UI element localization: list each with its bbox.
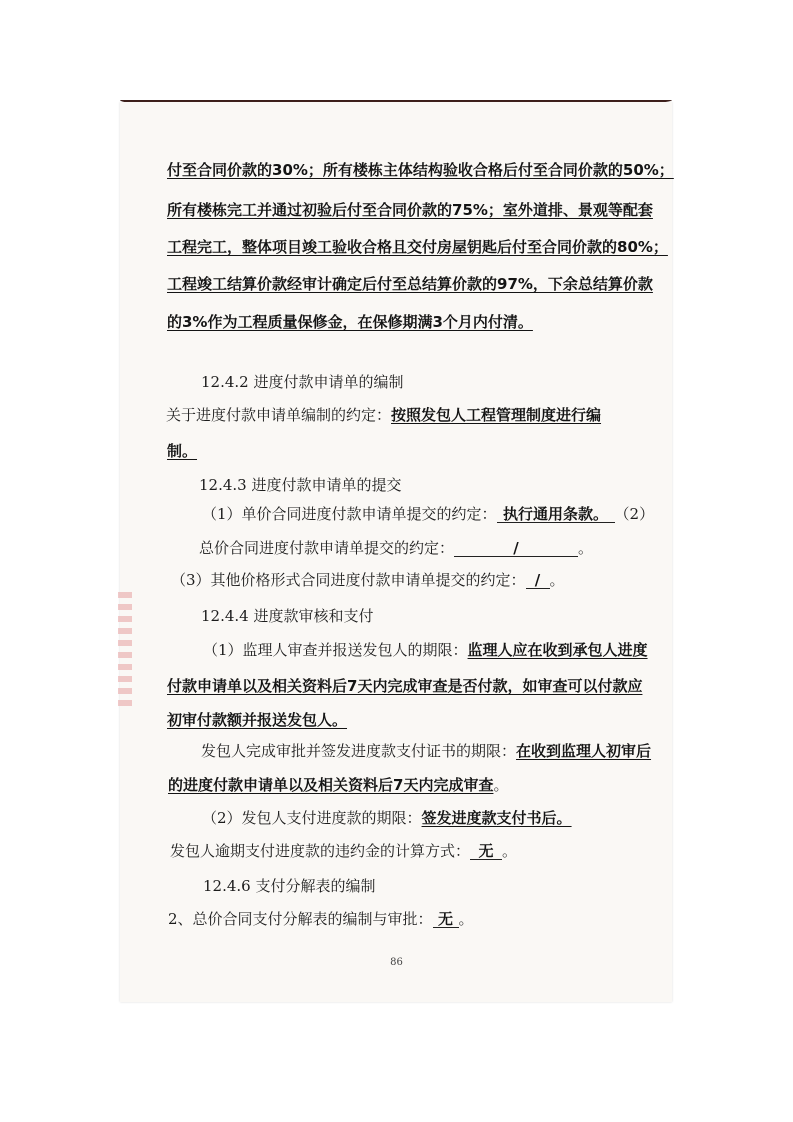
field-row: [170, 841, 517, 861]
section-heading-12-4-3: 12.4.3 进度付款申请单的提交: [199, 476, 402, 494]
field-row: [201, 741, 651, 761]
handwritten-value: 在收到监理人初审后: [516, 742, 652, 760]
field-row: [199, 538, 593, 558]
handwritten-value: 的进度付款申请单以及相关资料后7天内完成审查: [168, 776, 494, 794]
section-heading-12-4-4: 12.4.4 进度款审核和支付: [201, 607, 374, 625]
continuation-line-5: [167, 312, 533, 332]
field-label: 关于进度付款申请单编制的约定：: [166, 406, 392, 424]
field-label: （2）发包人支付进度款的期限：: [202, 809, 422, 827]
period: 。: [493, 776, 509, 794]
handwritten-value: 执行通用条款。: [503, 505, 609, 523]
field-label: 发包人完成审批并签发进度款支付证书的期限：: [201, 742, 517, 760]
section-heading-12-4-2: 12.4.2 进度付款申请单的编制: [201, 373, 404, 391]
field-row-continuation: [168, 775, 508, 795]
continuation-line-2: [167, 200, 653, 220]
field-label: （3）其他价格形式合同进度付款申请单提交的约定：: [171, 571, 526, 589]
handwritten-value: /: [534, 571, 541, 589]
section-heading-12-4-6: 12.4.6 支付分解表的编制: [203, 877, 376, 895]
handwritten-text: 工程完工，整体项目竣工验收合格且交付房屋钥匙后付至合同价款的80%；: [167, 238, 668, 256]
field-row: [168, 909, 474, 929]
fill-blank: [497, 506, 615, 523]
handwritten-value: 无: [438, 910, 454, 928]
period: 。: [458, 910, 474, 928]
field-row-continuation: [167, 676, 642, 696]
field-row: [202, 808, 572, 828]
handwritten-value: 按照发包人工程管理制度进行编: [391, 406, 602, 424]
field-label: 2、总价合同支付分解表的编制与审批：: [168, 910, 433, 928]
field-label: 发包人逾期支付进度款的违约金的计算方式：: [170, 842, 471, 860]
page-number: 86: [390, 957, 403, 968]
continuation-line-1: [167, 160, 674, 180]
handwritten-value: /: [513, 539, 519, 557]
field-row: [171, 570, 565, 590]
handwritten-value: 监理人应在收到承包人进度: [467, 641, 648, 659]
continuation-line-3: [167, 237, 668, 257]
field-label: （1）单价合同进度付款申请单提交的约定：: [202, 505, 497, 523]
fill-blank: [526, 572, 550, 589]
handwritten-value: 签发进度款支付书后。: [421, 809, 572, 827]
red-seal-edge: [118, 592, 132, 712]
fill-blank: [454, 540, 578, 557]
field-label: 总价合同进度付款申请单提交的约定：: [199, 539, 455, 557]
field-row-continuation: [167, 710, 347, 730]
fill-blank: [470, 843, 502, 860]
continuation-line-4: [167, 274, 653, 294]
handwritten-text: 付至合同价款的30%；所有楼栋主体结构验收合格后付至合同价款的50%；: [167, 161, 674, 179]
field-row-continuation: [167, 441, 197, 461]
field-row: [203, 640, 648, 660]
fill-blank: [433, 911, 459, 928]
field-row: [166, 405, 601, 425]
handwritten-text: 的3%作为工程质量保修金，在保修期满3个月内付清。: [167, 313, 533, 331]
item-number: （2）: [614, 505, 655, 523]
handwritten-value: 制。: [167, 442, 198, 460]
handwritten-text: 所有楼栋完工并通过初验后付至合同价款的75%；室外道排、景观等配套: [167, 201, 653, 219]
field-row: [202, 504, 654, 524]
handwritten-value: 付款申请单以及相关资料后7天内完成审查是否付款，如审查可以付款应: [167, 677, 643, 695]
handwritten-value: 初审付款额并报送发包人。: [167, 711, 348, 729]
period: 。: [502, 842, 518, 860]
period: 。: [549, 571, 565, 589]
handwritten-value: 无: [478, 842, 494, 860]
handwritten-text: 工程竣工结算价款经审计确定后付至总结算价款的97%，下余总结算价款: [167, 275, 653, 293]
period: 。: [578, 539, 594, 557]
field-label: （1）监理人审查并报送发包人的期限：: [203, 641, 468, 659]
